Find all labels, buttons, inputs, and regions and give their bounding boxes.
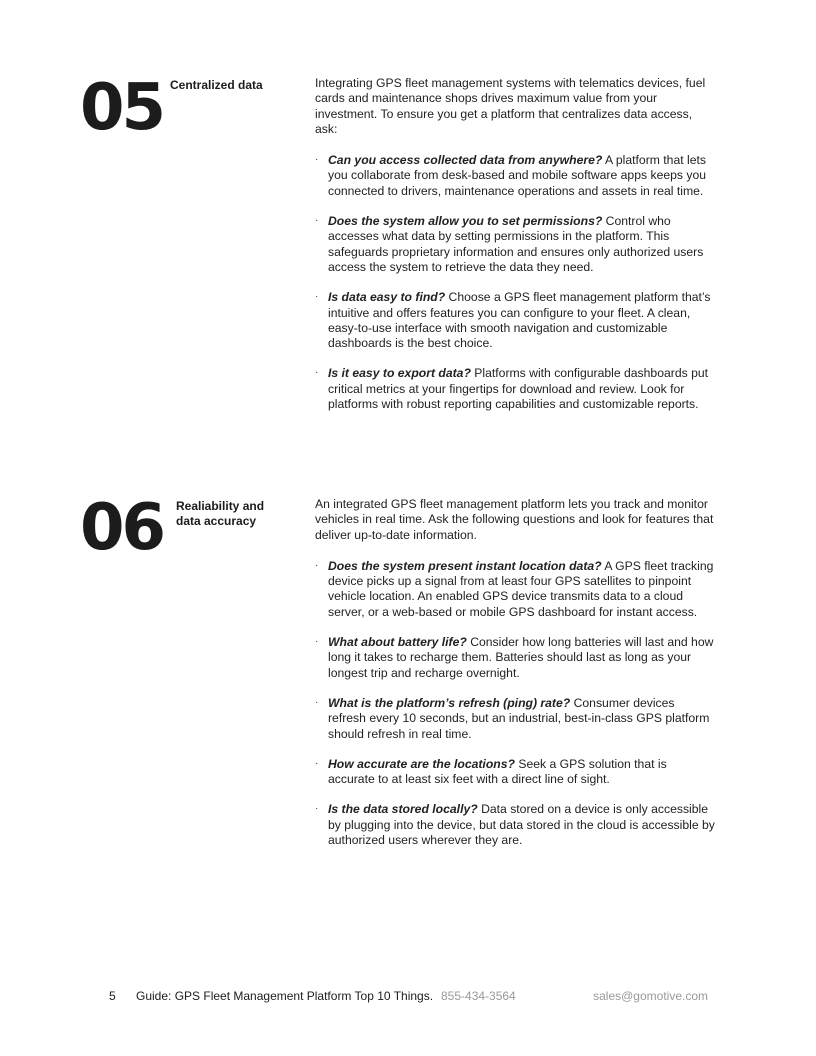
bullet-icon: ·	[315, 696, 319, 708]
question-text: Is data easy to find?	[328, 290, 446, 305]
section-intro: Integrating GPS fleet management systems with telematics devices, fuel cards and maintenance shops drives maximum value from your investment. To ensure you get a platform that centralizes data access, ask:	[315, 76, 706, 136]
bullet-icon: ·	[315, 803, 319, 815]
bullet-icon: ·	[315, 757, 319, 769]
section-number: 05	[80, 71, 164, 145]
bullet-icon: ·	[315, 559, 319, 571]
question-item	[315, 366, 715, 412]
answer-text: Consider how long batteries will last and how long it takes to recharge them. Batteries should last as long as your longest trip and recharge overnight.	[328, 635, 714, 680]
section-label-line: Centralized data	[170, 78, 263, 92]
question-text: Is the data stored locally?	[328, 802, 478, 817]
email-link[interactable]: sales@gomotive.com	[593, 989, 708, 1003]
section-label-line: data accuracy	[176, 514, 257, 528]
question-text: Does the system allow you to set permissions?	[328, 214, 603, 229]
bullet-icon: ·	[315, 367, 319, 379]
answer-text: A platform that lets you collaborate from desk-based and mobile software apps keeps you connected to drivers, maintenance operations and assets in real time.	[328, 153, 707, 198]
question-text: Can you access collected data from anywhere?	[328, 153, 603, 168]
question-text: Is it easy to export data?	[328, 366, 471, 381]
section-body	[315, 76, 715, 412]
question-text: What about battery life?	[328, 635, 467, 650]
bullet-icon: ·	[315, 291, 319, 303]
section-label	[176, 499, 264, 529]
section-intro: An integrated GPS fleet management platform lets you track and monitor vehicles in real time. Ask the following questions and look for features that deliver up-to-date information.	[315, 497, 714, 542]
section-label	[170, 78, 263, 93]
answer-text: Seek a GPS solution that is accurate to at least six feet with a direct line of sight.	[328, 756, 667, 787]
section-number: 06	[80, 491, 164, 565]
question-item	[315, 696, 715, 742]
question-text: What is the platform’s refresh (ping) rate?	[328, 695, 571, 710]
question-text: How accurate are the locations?	[328, 756, 515, 771]
phone-number[interactable]: 855-434-3564	[441, 989, 516, 1003]
question-item	[315, 757, 715, 788]
page-number: 5	[109, 989, 116, 1003]
answer-text: Consumer devices refresh every 10 seconds, but an industrial, best-in-class GPS platform should refresh in real time.	[328, 695, 710, 741]
answer-text: Choose a GPS fleet management platform that’s intuitive and offers features you can configure to your fleet. A clean, easy-to-use interface with smooth navigation and customizable dashboards is the best choice.	[328, 290, 711, 351]
question-list	[315, 153, 715, 412]
bullet-icon: ·	[315, 154, 319, 166]
question-item	[315, 153, 715, 199]
answer-text: Platforms with configurable dashboards put critical metrics at your fingertips for download and review. Look for platforms with robust reporting capabilities and customizable reports.	[328, 366, 709, 412]
guide-title: Guide: GPS Fleet Management Platform Top 10 Things.	[136, 989, 434, 1003]
question-item	[315, 559, 715, 620]
page-footer	[0, 987, 816, 1007]
bullet-icon: ·	[315, 636, 319, 648]
question-item	[315, 635, 715, 681]
question-text: Does the system present instant location data?	[328, 558, 602, 573]
answer-text: Control who accesses what data by setting permissions in the platform. This safeguards proprietary information and ensures only authorized users access the system to retrieve the data they need.	[328, 214, 704, 274]
section-label-line: Realiability and	[176, 499, 265, 513]
question-item	[315, 802, 715, 848]
bullet-icon: ·	[315, 215, 319, 227]
answer-text: Data stored on a device is only accessible by plugging into the device, but data stored in the cloud is accessible by authorized users wherever they are.	[328, 802, 715, 848]
answer-text: A GPS fleet tracking device picks up a signal from at least four GPS satellites to pinpoint vehicle location. An enabled GPS device transmits data to a cloud server, or a web-based or mobile GPS dashboard for instant access.	[328, 558, 714, 619]
section-body	[315, 497, 715, 848]
question-list	[315, 559, 715, 848]
question-item	[315, 214, 715, 275]
question-item	[315, 290, 715, 351]
